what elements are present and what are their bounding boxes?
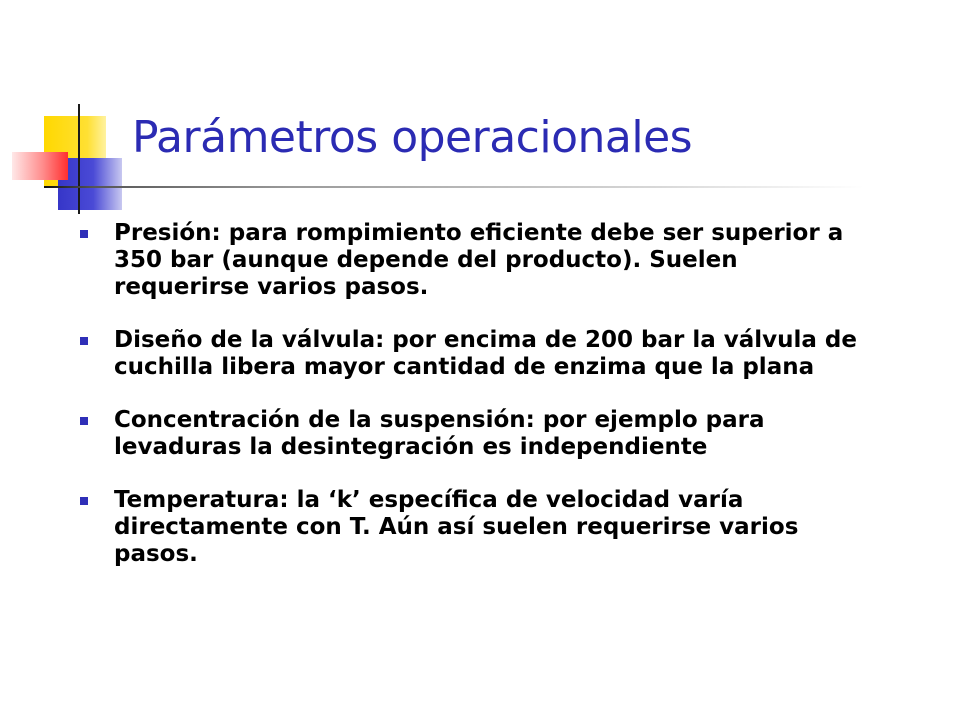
bullet-square-icon xyxy=(80,230,88,238)
bullet-square-icon xyxy=(80,417,88,425)
bullet-square-icon xyxy=(80,337,88,345)
bullet-text: Concentración de la suspensión: por ejemplo para levaduras la desintegración es independiente xyxy=(114,407,765,460)
logo-vertical-line xyxy=(78,104,80,214)
slide-logo-icon xyxy=(0,0,140,230)
slide-title: Parámetros operacionales xyxy=(132,112,693,163)
bullet-text: Presión: para rompimiento eficiente debe ser superior a 350 bar (aunque depende del producto). Suelen requerirse varios pasos. xyxy=(114,220,844,300)
title-underline xyxy=(44,186,864,188)
logo-red-bar xyxy=(12,152,68,180)
bullet-text: Diseño de la válvula: por encima de 200 bar la válvula de cuchilla libera mayor cantidad de enzima que la plana xyxy=(114,327,857,380)
bullet-item-pressure xyxy=(78,220,858,301)
bullet-list xyxy=(78,220,858,594)
bullet-square-icon xyxy=(80,497,88,505)
bullet-item-concentration xyxy=(78,407,858,461)
bullet-item-valve-design xyxy=(78,327,858,381)
bullet-item-temperature xyxy=(78,487,858,568)
bullet-text: Temperatura: la ‘k’ específica de velocidad varía directamente con T. Aún así suelen requerirse varios pasos. xyxy=(114,487,799,567)
